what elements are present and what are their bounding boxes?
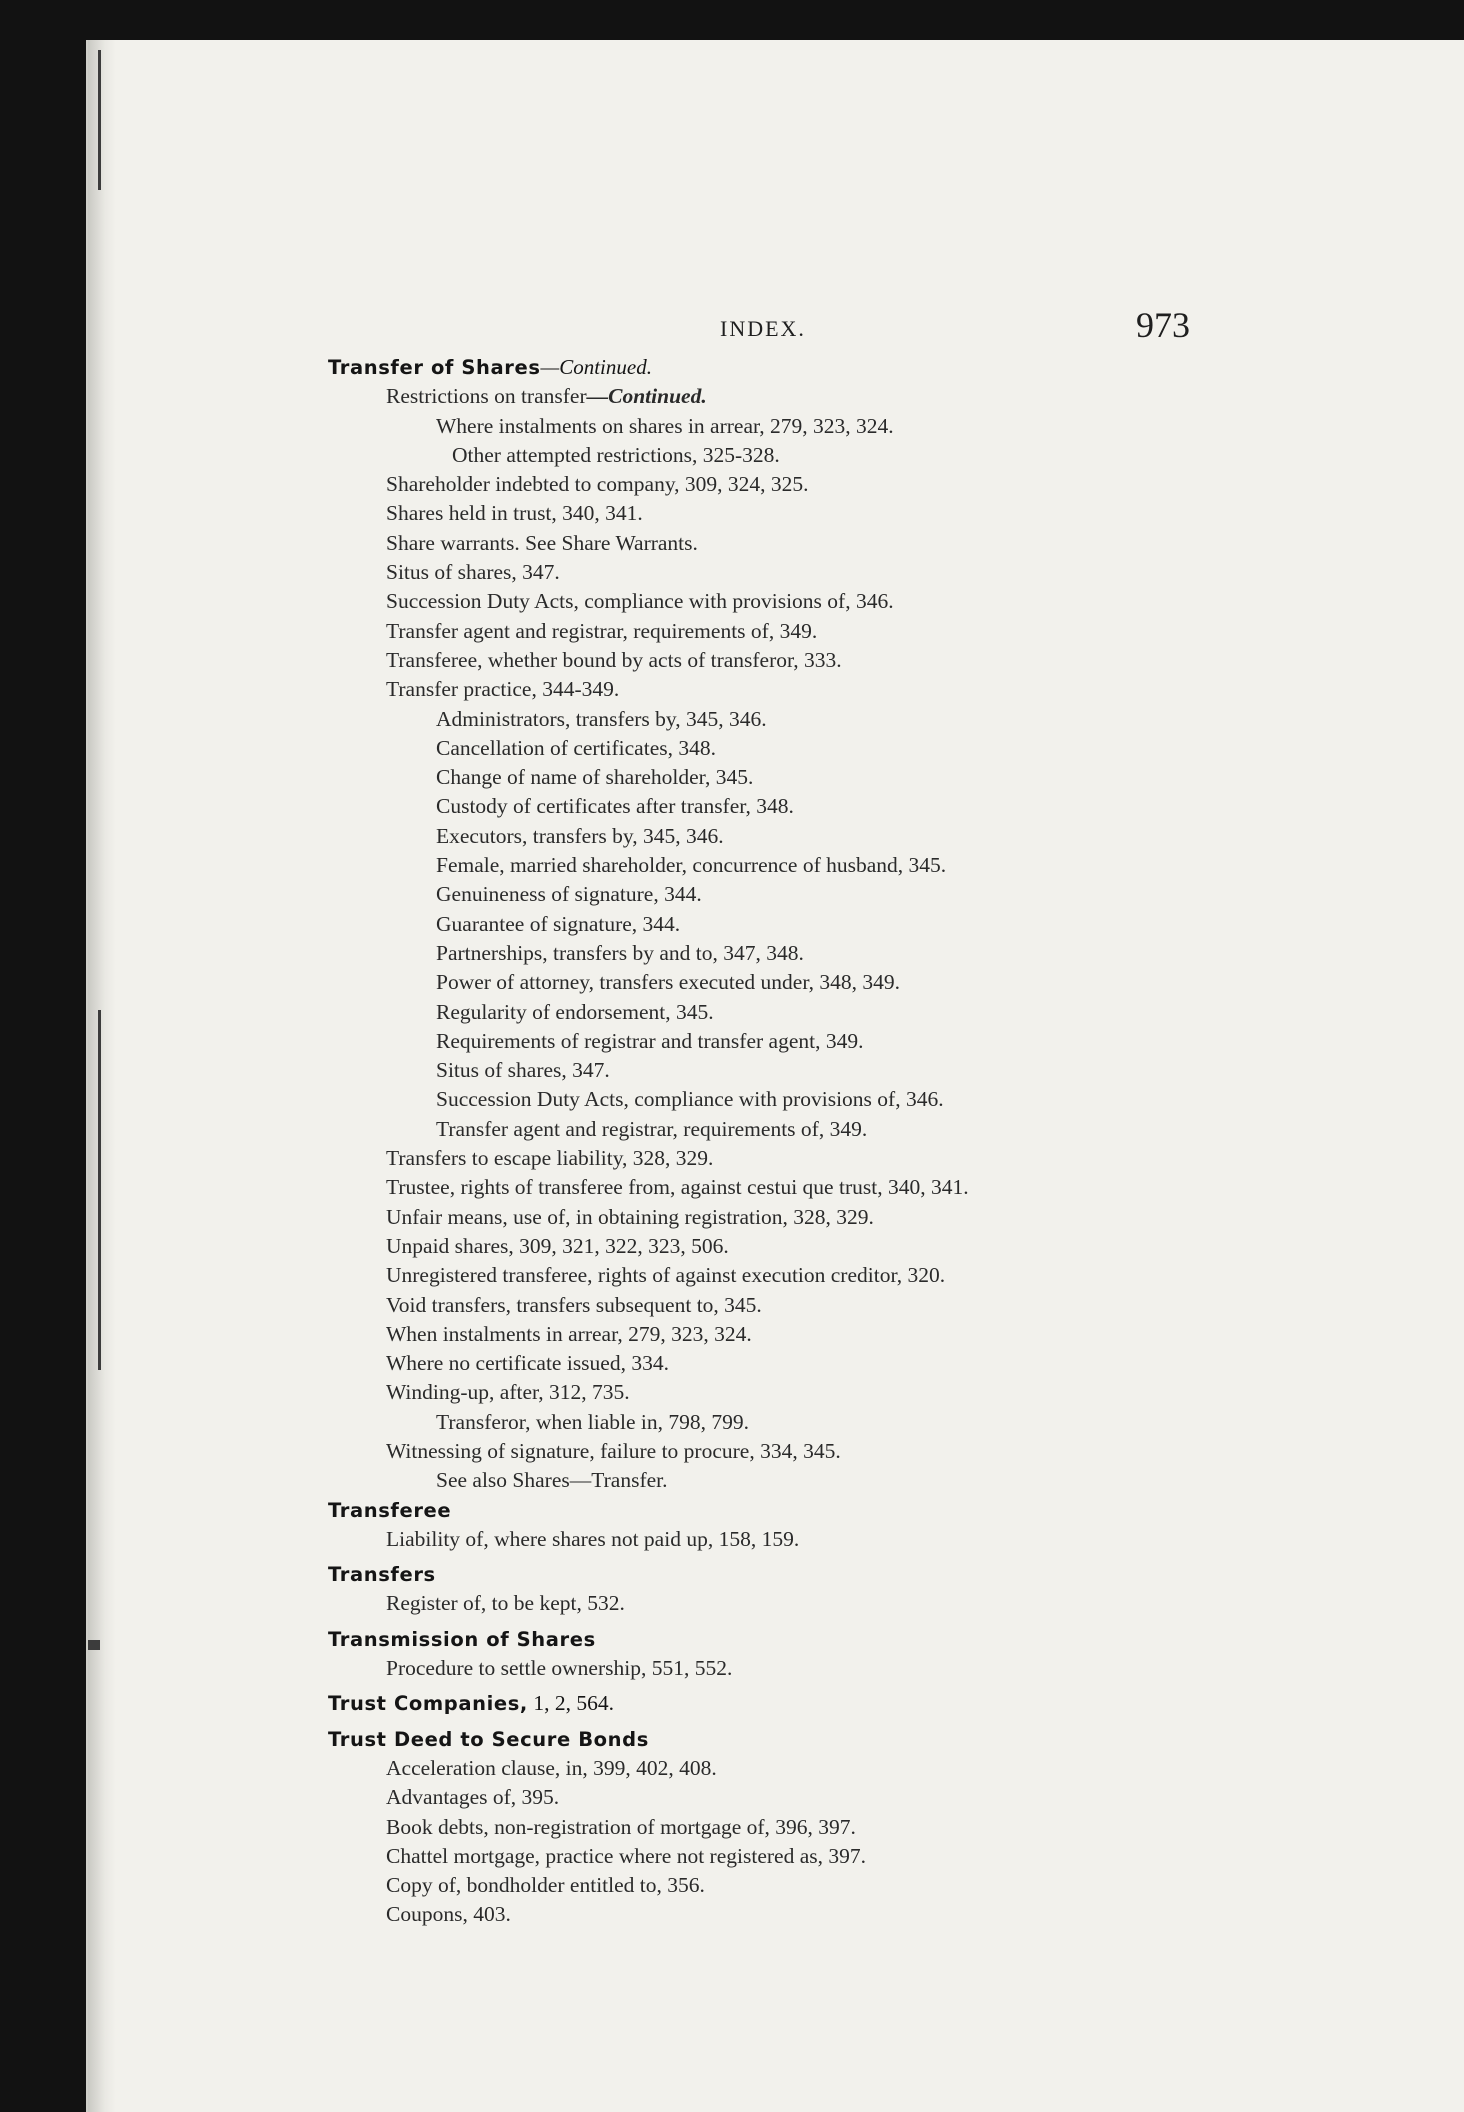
page-number: 973 xyxy=(1136,305,1190,345)
binding-stitch-mark xyxy=(98,1010,101,1370)
entry-text: Transferor, when liable in, 798, 799. xyxy=(436,1409,750,1434)
continued-note: —Continued. xyxy=(540,355,652,379)
index-entry xyxy=(328,529,1328,558)
index-entry xyxy=(328,792,1328,821)
entry-text: Guarantee of signature, 344. xyxy=(436,911,681,936)
entry-text: Succession Duty Acts, compliance with provisions of, 346. xyxy=(436,1087,944,1112)
entry-text: Transmission of Shares xyxy=(328,1627,596,1651)
entry-text: Transferee, whether bound by acts of transferor, 333. xyxy=(386,647,842,672)
entry-text: Witnessing of signature, failure to procure, 334, 345. xyxy=(386,1438,841,1463)
index-entry xyxy=(328,1813,1328,1842)
entry-text: Situs of shares, 347. xyxy=(386,560,560,585)
index-entry xyxy=(328,646,1328,675)
index-entry xyxy=(328,470,1328,499)
index-entry xyxy=(328,1589,1328,1618)
entry-text: See also Shares—Transfer. xyxy=(436,1468,668,1493)
index-entry xyxy=(328,1754,1328,1783)
index-entry xyxy=(328,1525,1328,1554)
binding-stitch-mark xyxy=(88,1640,100,1650)
entry-text: Chattel mortgage, practice where not registered as, 397. xyxy=(386,1843,866,1868)
entry-text: Situs of shares, 347. xyxy=(436,1058,610,1083)
entry-text: Liability of, where shares not paid up, 158, 159. xyxy=(386,1526,800,1551)
entry-text: Register of, to be kept, 532. xyxy=(386,1591,625,1616)
index-entry xyxy=(328,1437,1328,1466)
index-entry xyxy=(328,998,1328,1027)
index-entry xyxy=(328,763,1328,792)
index-entry xyxy=(328,1056,1328,1085)
entry-text: Transfer agent and registrar, requirements of, 349. xyxy=(386,618,818,643)
continued-note: —Continued. xyxy=(586,384,707,409)
book-page xyxy=(86,40,1464,2112)
index-entry xyxy=(328,499,1328,528)
index-entry xyxy=(328,441,1328,470)
entry-text: Custody of certificates after transfer, 348. xyxy=(436,794,794,819)
index-heading xyxy=(328,1496,1328,1525)
page-header xyxy=(88,302,1464,352)
index-entry xyxy=(328,1291,1328,1320)
entry-text: Partnerships, transfers by and to, 347, 348. xyxy=(436,940,804,965)
entry-text: Trust Companies, xyxy=(328,1692,528,1716)
entry-text: Requirements of registrar and transfer agent, 349. xyxy=(436,1028,864,1053)
entry-text: Cancellation of certificates, 348. xyxy=(436,735,716,760)
index-heading xyxy=(328,1689,1328,1718)
index-entry xyxy=(328,1320,1328,1349)
index-entry xyxy=(328,1027,1328,1056)
entry-text: Executors, transfers by, 345, 346. xyxy=(436,823,724,848)
index-entry xyxy=(328,675,1328,704)
entry-text: Transfer agent and registrar, requirements of, 349. xyxy=(436,1116,868,1141)
entry-text: Unfair means, use of, in obtaining registration, 328, 329. xyxy=(386,1204,874,1229)
index-entry xyxy=(328,1261,1328,1290)
entry-text: Power of attorney, transfers executed under, 348, 349. xyxy=(436,970,901,995)
index-entry xyxy=(328,939,1328,968)
index-heading xyxy=(328,1725,1328,1754)
index-heading xyxy=(328,1625,1328,1654)
entry-text: Other attempted restrictions, 325-328. xyxy=(452,442,780,467)
entry-text: Trustee, rights of transferee from, against cestui que trust, 340, 341. xyxy=(386,1175,969,1200)
index-entry xyxy=(328,382,1328,411)
entry-text: Void transfers, transfers subsequent to, 345. xyxy=(386,1292,762,1317)
index-heading xyxy=(328,353,1328,382)
entry-text: Coupons, 403. xyxy=(386,1902,511,1927)
index-entry xyxy=(328,617,1328,646)
entry-text: Transfer practice, 344-349. xyxy=(386,677,620,702)
entry-text: Copy of, bondholder entitled to, 356. xyxy=(386,1873,705,1898)
index-entry xyxy=(328,1466,1328,1495)
page-refs: 1, 2, 564. xyxy=(527,1691,614,1716)
entry-text: Succession Duty Acts, compliance with provisions of, 346. xyxy=(386,589,894,614)
entry-text: Where instalments on shares in arrear, 279, 323, 324. xyxy=(436,413,894,438)
entry-text: Where no certificate issued, 334. xyxy=(386,1351,669,1376)
index-entry xyxy=(328,705,1328,734)
entry-text: Book debts, non-registration of mortgage of, 396, 397. xyxy=(386,1814,856,1839)
entry-text: Shareholder indebted to company, 309, 324, 325. xyxy=(386,472,809,497)
index-entry xyxy=(328,880,1328,909)
index-entry xyxy=(328,822,1328,851)
entry-text: Transferee xyxy=(328,1498,452,1522)
index-entries xyxy=(328,353,1328,1930)
index-entry xyxy=(328,851,1328,880)
index-entry xyxy=(328,587,1328,616)
index-entry xyxy=(328,968,1328,997)
entry-text: Regularity of endorsement, 345. xyxy=(436,999,714,1024)
entry-text: Change of name of shareholder, 345. xyxy=(436,765,754,790)
index-entry xyxy=(328,1842,1328,1871)
index-entry xyxy=(328,1408,1328,1437)
index-entry xyxy=(328,1144,1328,1173)
entry-text: Trust Deed to Secure Bonds xyxy=(328,1727,649,1751)
entry-text: When instalments in arrear, 279, 323, 324. xyxy=(386,1321,752,1346)
entry-text: Unpaid shares, 309, 321, 322, 323, 506. xyxy=(386,1233,729,1258)
index-entry xyxy=(328,1378,1328,1407)
entry-text: Procedure to settle ownership, 551, 552. xyxy=(386,1656,733,1681)
index-entry xyxy=(328,1115,1328,1144)
entry-text: Transfer of Shares xyxy=(328,356,541,379)
entry-text: Unregistered transferee, rights of against execution creditor, 320. xyxy=(386,1263,946,1288)
index-heading xyxy=(328,1560,1328,1589)
entry-text: Female, married shareholder, concurrence of husband, 345. xyxy=(436,853,947,878)
entry-text: Advantages of, 395. xyxy=(386,1785,560,1810)
index-entry xyxy=(328,1203,1328,1232)
index-entry xyxy=(328,734,1328,763)
entry-text: Genuineness of signature, 344. xyxy=(436,882,702,907)
index-entry xyxy=(328,910,1328,939)
entry-text: Transfers xyxy=(328,1563,436,1587)
index-entry xyxy=(328,1654,1328,1683)
index-entry xyxy=(328,1900,1328,1929)
entry-text: Acceleration clause, in, 399, 402, 408. xyxy=(386,1755,717,1780)
index-entry xyxy=(328,1871,1328,1900)
index-entry xyxy=(328,1349,1328,1378)
entry-text: Shares held in trust, 340, 341. xyxy=(386,501,643,526)
index-entry xyxy=(328,1173,1328,1202)
entry-text: Transfers to escape liability, 328, 329. xyxy=(386,1146,714,1171)
entry-text: Administrators, transfers by, 345, 346. xyxy=(436,706,767,731)
index-entry xyxy=(328,1232,1328,1261)
running-head: INDEX. xyxy=(720,316,806,341)
entry-text: Winding-up, after, 312, 735. xyxy=(386,1380,630,1405)
index-entry xyxy=(328,558,1328,587)
binding-stitch-mark xyxy=(98,50,101,190)
index-entry xyxy=(328,1783,1328,1812)
entry-text: Share warrants. See Share Warrants. xyxy=(386,530,698,555)
entry-text: Restrictions on transfer xyxy=(386,384,587,409)
index-entry xyxy=(328,1085,1328,1114)
index-entry xyxy=(328,412,1328,441)
